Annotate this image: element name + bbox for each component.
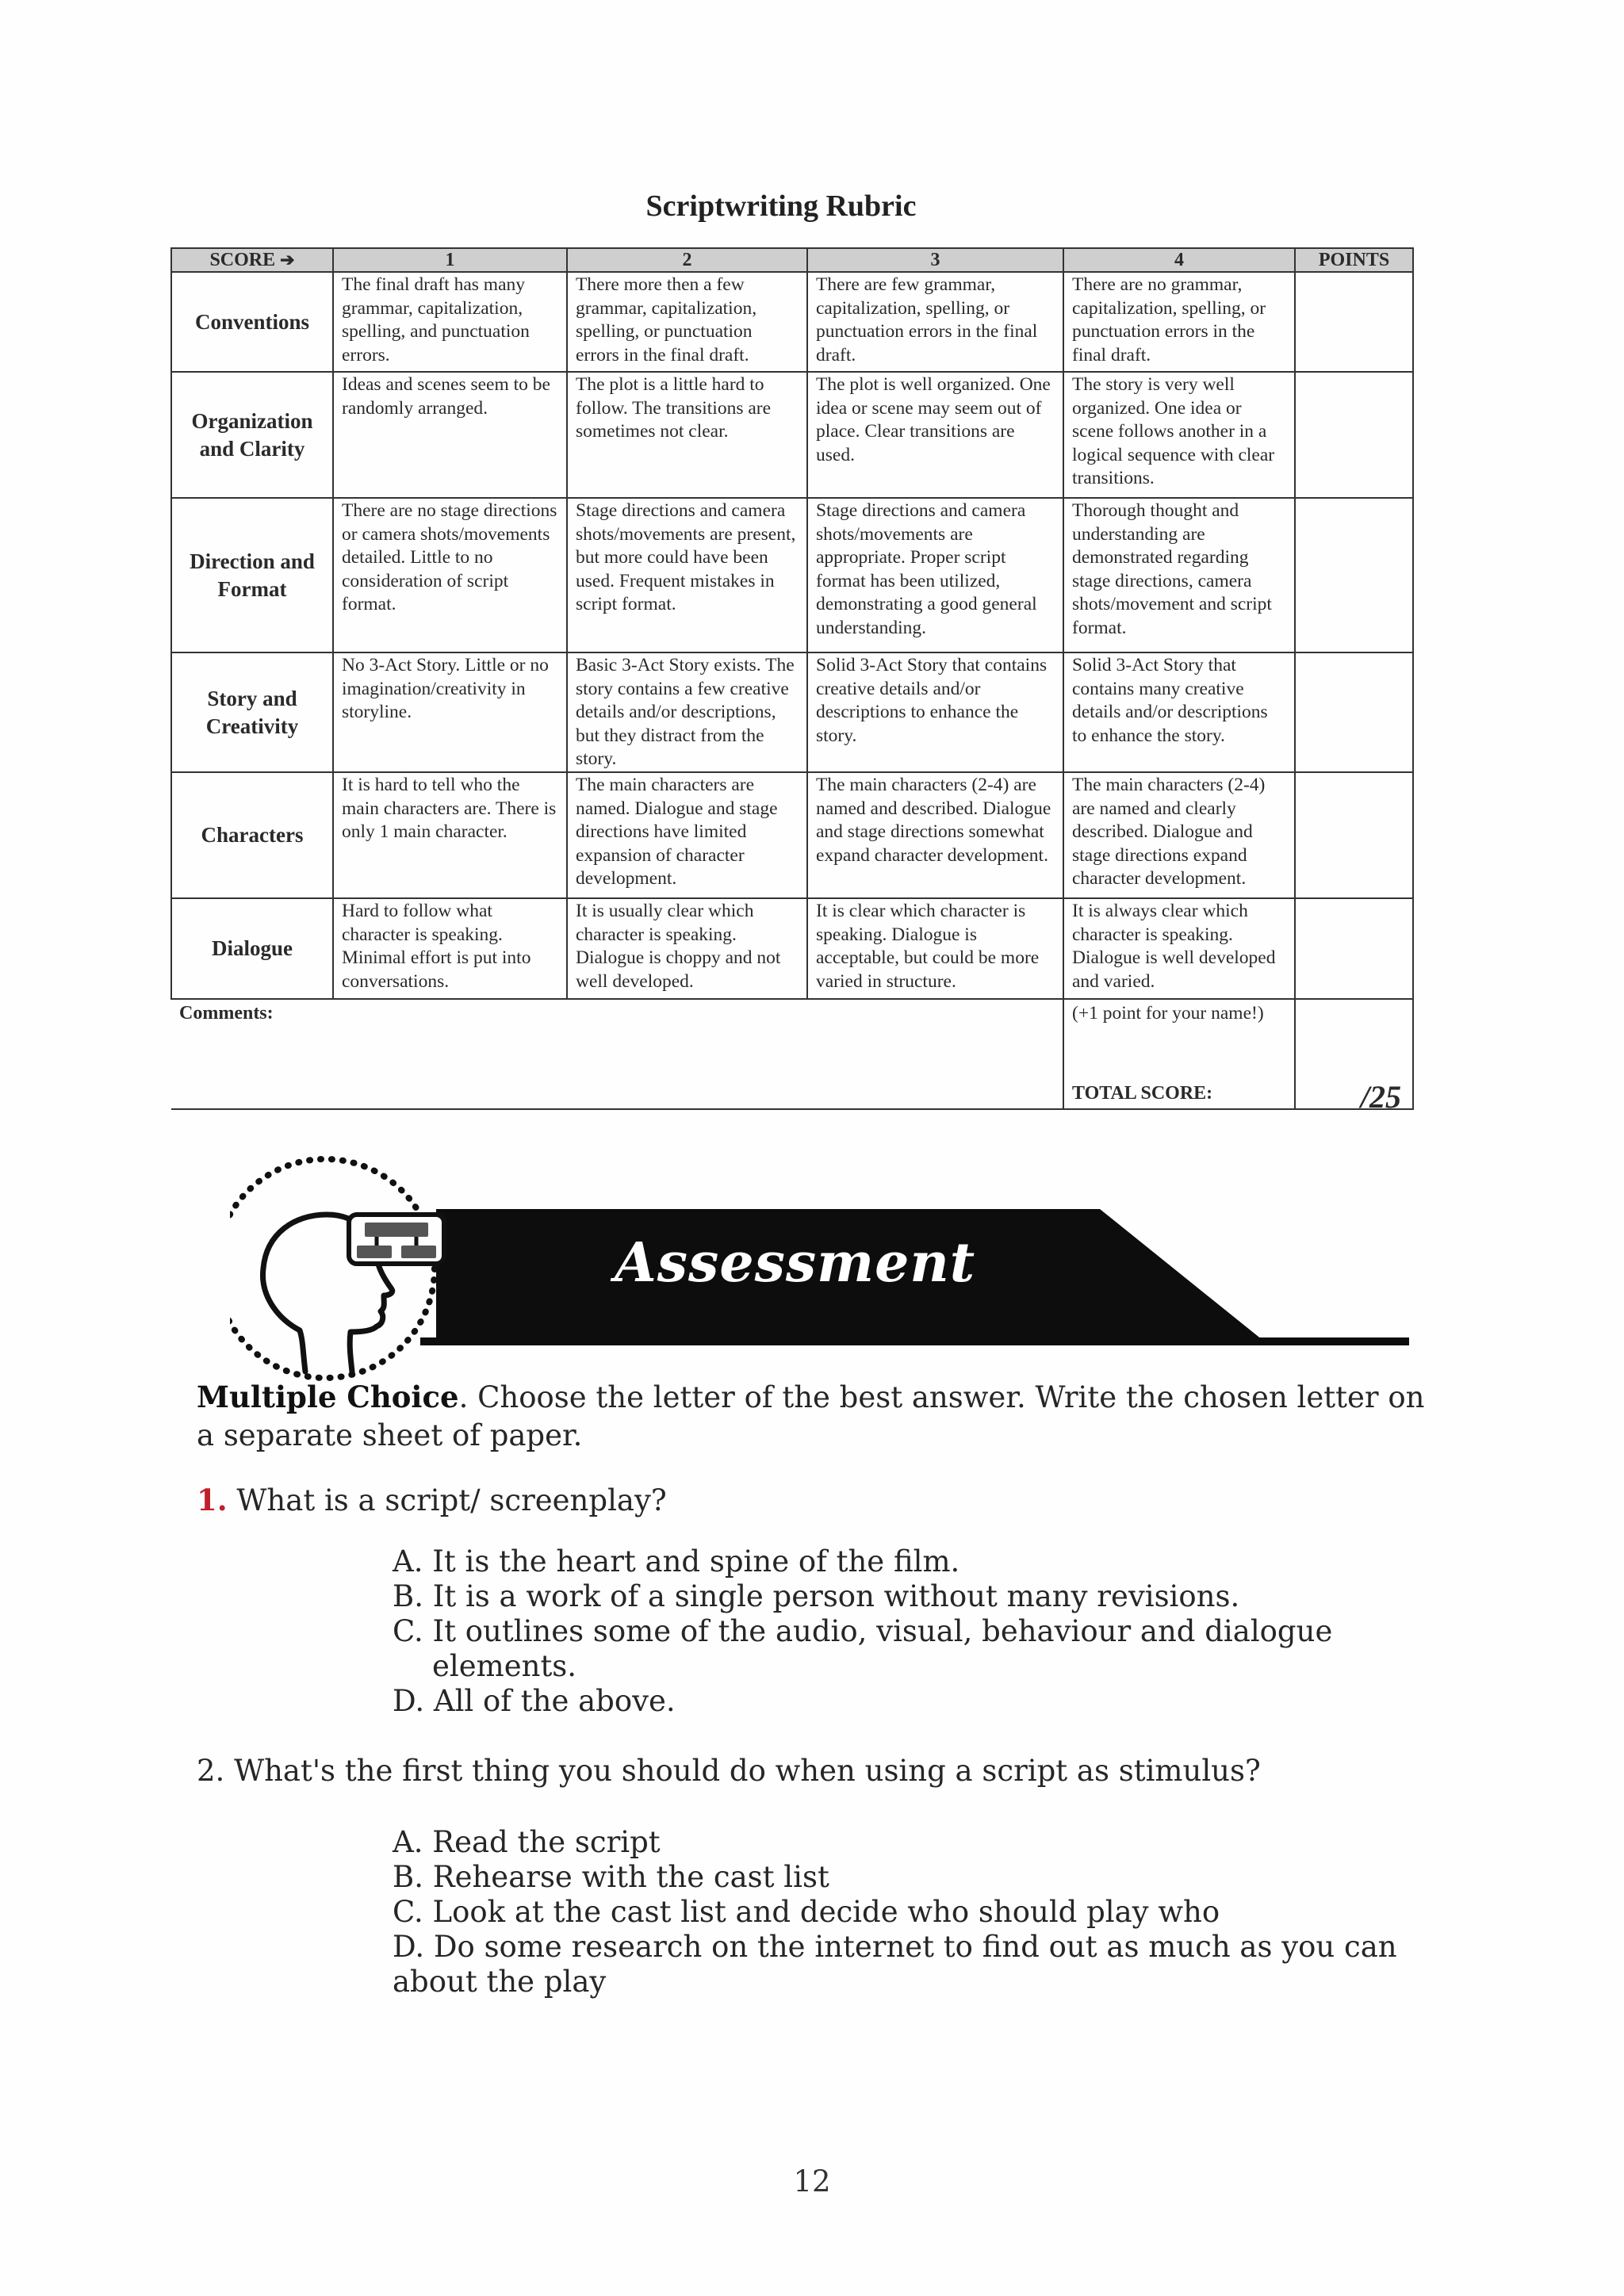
head-thinking-icon <box>230 1158 444 1380</box>
rubric-cell: There are no stage directions or camera shots/movements detailed. Little to no consideration of script format. <box>333 498 567 652</box>
rubric-cell: There are few grammar, capitalization, spelling, or punctuation errors in the final draft. <box>807 272 1063 372</box>
criterion-label: Conventions <box>171 272 333 372</box>
rubric-header-row <box>171 248 1413 272</box>
rubric-cell: There more then a few grammar, capitalization, spelling, or punctuation errors in the final draft. <box>567 272 807 372</box>
rubric-cell: Ideas and scenes seem to be randomly arranged. <box>333 372 567 498</box>
points-cell <box>1295 652 1413 772</box>
rubric-row-characters <box>171 772 1413 898</box>
points-cell <box>1295 372 1413 498</box>
question-2 <box>197 1754 1261 1789</box>
total-score-cell <box>1063 999 1295 1109</box>
right-arrow-icon: ➔ <box>280 250 295 270</box>
level-2-header: 2 <box>567 248 807 272</box>
rubric-row-direction <box>171 498 1413 652</box>
level-3-header: 3 <box>807 248 1063 272</box>
answer-option: B. It is a work of a single person without many revisions. <box>393 1579 1240 1613</box>
instructions-text: . Choose the letter of the best answer. Write the chosen letter on a separate sheet of paper. <box>197 1380 1425 1452</box>
rubric-row-story <box>171 652 1413 772</box>
assessment-title: Assessment <box>615 1231 976 1295</box>
rubric-cell: It is clear which character is speaking. Dialogue is acceptable, but could be more varied in structure. <box>807 898 1063 999</box>
bonus-note: (+1 point for your name!) <box>1072 1003 1264 1024</box>
total-score-label: TOTAL SCORE: <box>1072 1082 1213 1104</box>
rubric-cell: Stage directions and camera shots/movements are present, but more could have been used. Frequent mistakes in script format. <box>567 498 807 652</box>
rubric-table <box>170 247 1414 1115</box>
rubric-cell: Thorough thought and understanding are demonstrated regarding stage directions, camera shots/movement and script format. <box>1063 498 1295 652</box>
answer-option: B. Rehearse with the cast list <box>393 1860 829 1894</box>
rubric-row-dialogue <box>171 898 1413 999</box>
points-cell <box>1295 898 1413 999</box>
question-1-options <box>393 1544 1439 1719</box>
rubric-title: Scriptwriting Rubric <box>645 189 917 223</box>
points-header: POINTS <box>1295 248 1413 272</box>
criterion-label: Characters <box>171 772 333 898</box>
rubric-cell: The main characters are named. Dialogue and stage directions have limited expansion of character development. <box>567 772 807 898</box>
total-points-cell <box>1295 999 1413 1115</box>
answer-option: C. Look at the cast list and decide who should play who <box>393 1895 1220 1929</box>
rubric-cell: Stage directions and camera shots/movements are appropriate. Proper script format has been utilized, demonstrating a good general understanding. <box>807 498 1063 652</box>
criterion-label: Direction and Format <box>171 498 333 652</box>
rubric-cell: It is hard to tell who the main characters are. There is only 1 main character. <box>333 772 567 898</box>
rubric-cell: It is always clear which character is speaking. Dialogue is well developed and varied. <box>1063 898 1295 999</box>
rubric-cell: There are no grammar, capitalization, spelling, or punctuation errors in the final draft. <box>1063 272 1295 372</box>
question-text: What's the first thing you should do when using a script as stimulus? <box>224 1754 1261 1788</box>
rubric-cell: The main characters (2-4) are named and clearly described. Dialogue and stage directions expand character development. <box>1063 772 1295 898</box>
answer-option: D. Do some research on the internet to find out as much as you can about the play <box>393 1930 1397 1999</box>
rubric-row-organization <box>171 372 1413 498</box>
answer-option: A. Read the script <box>393 1825 661 1859</box>
score-header <box>171 248 333 272</box>
rubric-cell: The main characters (2-4) are named and described. Dialogue and stage directions somewhat expand character development. <box>807 772 1063 898</box>
comments-cell <box>171 999 1063 1109</box>
page-number: 12 <box>793 2164 831 2198</box>
question-number: 2. <box>197 1754 225 1788</box>
comments-label: Comments: <box>179 1003 274 1024</box>
rubric-row-comments <box>171 999 1413 1109</box>
rubric-cell: Hard to follow what character is speaking. Minimal effort is put into conversations. <box>333 898 567 999</box>
criterion-label: Dialogue <box>171 898 333 999</box>
rubric-cell: The story is very well organized. One idea or scene follows another in a logical sequence with clear transitions. <box>1063 372 1295 498</box>
points-cell <box>1295 772 1413 898</box>
rubric-cell: Basic 3-Act Story exists. The story contains a few creative details and/or descriptions, but they distract from the story. <box>567 652 807 772</box>
instructions-label: Multiple Choice <box>197 1380 459 1414</box>
points-cell <box>1295 498 1413 652</box>
answer-option: C. It outlines some of the audio, visual, behaviour and dialogue elements. <box>393 1614 1333 1683</box>
question-number: 1. <box>197 1483 228 1517</box>
rubric-cell: It is usually clear which character is speaking. Dialogue is choppy and not well developed. <box>567 898 807 999</box>
level-4-header: 4 <box>1063 248 1295 272</box>
level-1-header: 1 <box>333 248 567 272</box>
rubric-cell: Solid 3-Act Story that contains many creative details and/or descriptions to enhance the story. <box>1063 652 1295 772</box>
question-1 <box>197 1483 667 1518</box>
rubric-cell: Solid 3-Act Story that contains creative details and/or descriptions to enhance the story. <box>807 652 1063 772</box>
total-score-value: /25 <box>1360 1078 1401 1115</box>
criterion-label: Story and Creativity <box>171 652 333 772</box>
answer-option: A. It is the heart and spine of the film. <box>393 1544 960 1578</box>
points-cell <box>1295 272 1413 372</box>
score-header-label: SCORE <box>209 250 276 270</box>
rubric-cell: The plot is well organized. One idea or scene may seem out of place. Clear transitions are used. <box>807 372 1063 498</box>
rubric-cell: No 3-Act Story. Little or no imagination/creativity in storyline. <box>333 652 567 772</box>
rubric-cell: The plot is a little hard to follow. The transitions are sometimes not clear. <box>567 372 807 498</box>
criterion-label: Organization and Clarity <box>171 372 333 498</box>
rubric-row-conventions <box>171 272 1413 372</box>
rubric-cell: The final draft has many grammar, capitalization, spelling, and punctuation errors. <box>333 272 567 372</box>
answer-option: D. All of the above. <box>393 1684 676 1718</box>
instructions <box>197 1378 1434 1455</box>
question-text: What is a script/ screenplay? <box>227 1483 667 1517</box>
question-2-options <box>393 1825 1423 1999</box>
